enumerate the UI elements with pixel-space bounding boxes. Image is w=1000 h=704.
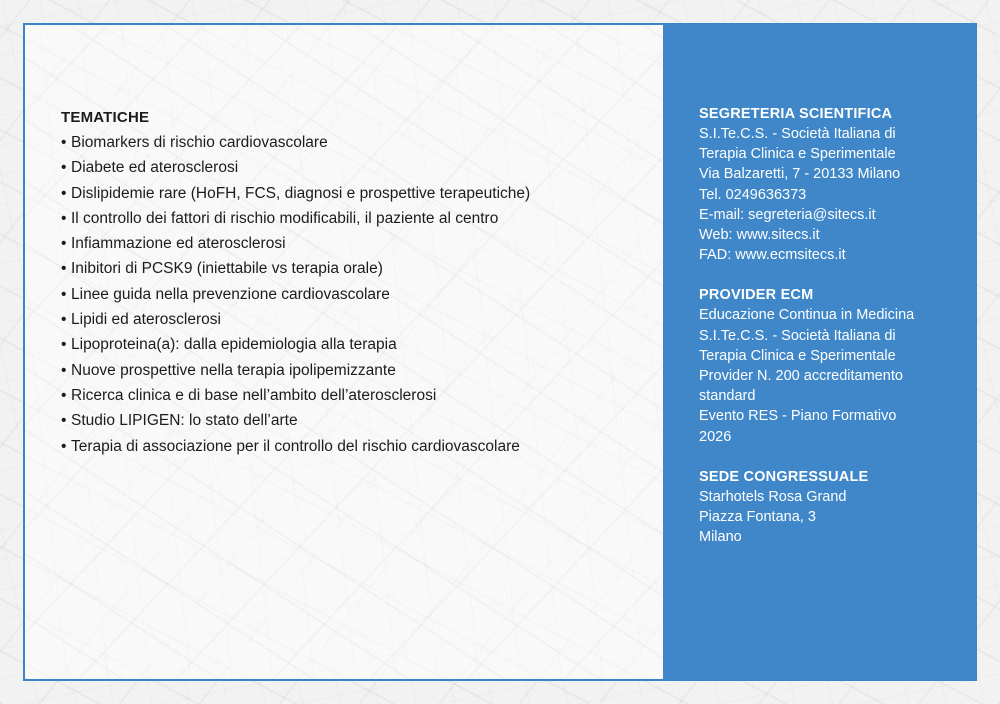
bullet-icon: •: [61, 311, 67, 329]
provider-line: Evento RES - Piano Formativo: [699, 408, 897, 425]
topic-item: [61, 130, 530, 155]
topic-item: [61, 282, 530, 307]
info-card: [23, 23, 977, 681]
bullet-icon: •: [61, 209, 67, 227]
secretariat-lines: [699, 124, 939, 265]
provider-line: 2026: [699, 428, 732, 445]
secretariat-line: S.I.Te.C.S. - Società Italiana di: [699, 126, 896, 142]
topic-label: Lipidi ed aterosclerosi: [71, 311, 221, 329]
topic-item: [61, 434, 530, 459]
topics-heading: TEMATICHE: [61, 109, 150, 126]
secretariat-line: Via Balzaretti, 7 - 20133 Milano: [699, 166, 901, 183]
topic-label: Dislipidemie rare (HoFH, FCS, diagnosi e prospettive terapeutiche): [71, 184, 531, 202]
provider-lines: [699, 305, 939, 446]
topics-section: [61, 105, 530, 459]
topic-label: Ricerca clinica e di base nell’ambito dell’aterosclerosi: [71, 386, 437, 404]
provider-section: [699, 285, 939, 446]
topic-label: Lipoproteina(a): dalla epidemiologia alla terapia: [71, 336, 397, 354]
topic-item: [61, 307, 530, 332]
provider-line: Terapia Clinica e Sperimentale: [699, 347, 896, 364]
bullet-icon: •: [61, 361, 67, 379]
venue-line: Milano: [699, 529, 742, 546]
topics-panel: [25, 25, 663, 679]
topic-item: [61, 231, 530, 256]
topic-item: [61, 206, 530, 231]
venue-lines: [699, 487, 939, 548]
bullet-icon: •: [61, 285, 67, 303]
provider-line: Provider N. 200 accreditamento: [699, 368, 903, 385]
topic-label: Inibitori di PCSK9 (iniettabile vs terapia orale): [71, 260, 383, 278]
info-sidebar: [663, 25, 975, 679]
topic-item: [61, 181, 530, 206]
bullet-icon: •: [61, 184, 67, 202]
provider-line: Educazione Continua in Medicina: [699, 307, 915, 324]
venue-line: Starhotels Rosa Grand: [699, 488, 847, 505]
topic-label: Studio LIPIGEN: lo stato dell’arte: [71, 412, 298, 430]
topic-label: Biomarkers di rischio cardiovascolare: [71, 134, 328, 151]
bullet-icon: •: [61, 235, 67, 253]
topic-label: Nuove prospettive nella terapia ipolipemizzante: [71, 361, 396, 379]
secretariat-line: Tel. 0249636373: [699, 186, 807, 203]
topic-item: [61, 383, 530, 408]
secretariat-line: Terapia Clinica e Sperimentale: [699, 146, 896, 163]
secretariat-line: Web: www.sitecs.it: [699, 227, 820, 244]
bullet-icon: •: [61, 159, 67, 177]
venue-section: [699, 467, 939, 548]
secretariat-line: FAD: www.ecmsitecs.it: [699, 247, 846, 264]
topic-item: [61, 408, 530, 433]
secretariat-heading: SEGRETERIA SCIENTIFICA: [699, 106, 893, 122]
secretariat-line: E-mail: segreteria@sitecs.it: [699, 206, 876, 223]
info-sidebar-content: [699, 104, 939, 567]
topic-label: Diabete ed aterosclerosi: [71, 159, 239, 177]
topic-item: [61, 256, 530, 281]
bullet-icon: •: [61, 412, 67, 430]
bullet-icon: •: [61, 260, 67, 278]
topic-label: Linee guida nella prevenzione cardiovascolare: [71, 285, 390, 303]
topic-item: [61, 155, 530, 180]
bullet-icon: •: [61, 437, 67, 455]
topic-label: Infiammazione ed aterosclerosi: [71, 235, 286, 253]
venue-line: Piazza Fontana, 3: [699, 509, 816, 526]
secretariat-section: [699, 104, 939, 265]
topics-list: [61, 130, 530, 459]
topic-item: [61, 358, 530, 383]
venue-heading: SEDE CONGRESSUALE: [699, 468, 869, 485]
bullet-icon: •: [61, 134, 67, 151]
provider-heading: PROVIDER ECM: [699, 287, 814, 304]
bullet-icon: •: [61, 336, 67, 354]
provider-line: S.I.Te.C.S. - Società Italiana di: [699, 327, 896, 344]
topic-item: [61, 332, 530, 357]
bullet-icon: •: [61, 386, 67, 404]
topic-label: Terapia di associazione per il controllo del rischio cardiovascolare: [71, 437, 520, 455]
provider-line: standard: [699, 388, 756, 405]
topic-label: Il controllo dei fattori di rischio modificabili, il paziente al centro: [71, 209, 499, 227]
